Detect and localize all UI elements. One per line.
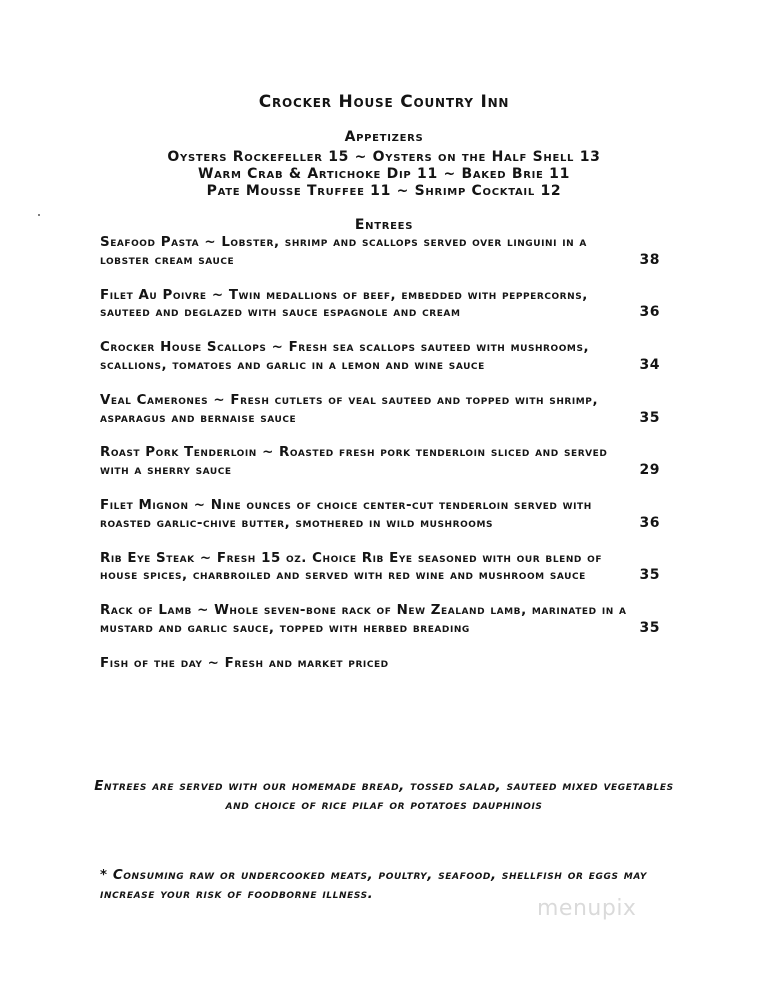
entree-description: Roast Pork Tenderloin ~ Roasted fresh pork tenderloin sliced and served with a sherry sauce <box>100 445 608 479</box>
entree-item-filet-mignon <box>100 497 660 533</box>
entree-price: 35 <box>639 409 660 426</box>
entree-description: Crocker House Scallops ~ Fresh sea scallops sauteed with mushrooms, scallions, tomatoes and garlic in a lemon and wine sauce <box>100 340 590 373</box>
entrees-heading: Entrees <box>354 217 414 233</box>
entree-description: Seafood Pasta ~ Lobster, shrimp and scallops served over linguini in a lobster cream sauce <box>100 235 587 268</box>
entree-item-rib-eye <box>100 550 660 586</box>
entree-price: 38 <box>639 251 660 268</box>
entree-list <box>100 234 660 690</box>
served-note-text: Entrees are served with our homemade bread, tossed salad, sauteed mixed vegetables and choice of rice pilaf or potatoes dauphinois <box>94 779 674 813</box>
entree-description: Rib Eye Steak ~ Fresh 15 oz. Choice Rib Eye seasoned with our blend of house spices, charbroiled and served with red wine and mushroom sauce <box>100 550 603 584</box>
entree-item-seafood-pasta <box>100 234 660 270</box>
entree-description: Rack of Lamb ~ Whole seven-bone rack of New Zealand lamb, marinated in a mustard and garlic sauce, topped with herbed breading <box>100 603 627 636</box>
scan-speck <box>38 214 40 216</box>
entrees-served-note <box>0 778 768 815</box>
entree-price: 34 <box>639 356 660 373</box>
appetizer-line: Pate Mousse Truffee 11 ~ Shrimp Cocktail 12 <box>206 183 562 199</box>
entree-description: Veal Camerones ~ Fresh cutlets of veal sauteed and topped with shrimp, asparagus and bernaise sauce <box>100 392 599 426</box>
entree-price: 35 <box>639 619 660 636</box>
entree-item-scallops <box>100 339 660 375</box>
entree-price: 36 <box>639 304 660 321</box>
entree-item-filet-au-poivre <box>100 287 660 323</box>
entree-price: 29 <box>639 462 660 479</box>
entree-price: 35 <box>639 567 660 584</box>
entree-description: Filet Mignon ~ Nine ounces of choice center-cut tenderloin served with roasted garlic-chive butter, smothered in wild mushrooms <box>100 497 592 531</box>
appetizer-line: Oysters Rockefeller 15 ~ Oysters on the Half Shell 13 <box>167 149 601 165</box>
restaurant-title: Crocker House Country Inn <box>258 92 510 112</box>
entree-item-pork-tenderloin <box>100 444 660 480</box>
entree-price: 36 <box>639 514 660 531</box>
appetizers-heading: Appetizers <box>344 129 424 145</box>
entree-item-veal-camerones <box>100 392 660 428</box>
consumer-warning: * Consuming raw or undercooked meats, poultry, seafood, shellfish or eggs may increase your risk of foodborne illness. <box>100 868 648 902</box>
entree-item-rack-of-lamb <box>100 602 660 638</box>
entree-item-fish-of-the-day <box>100 655 660 673</box>
entree-description: Filet Au Poivre ~ Twin medallions of beef, embedded with peppercorns, sauteed and deglazed with sauce espagnole and cream <box>100 287 588 321</box>
appetizer-line: Warm Crab & Artichoke Dip 11 ~ Baked Brie 11 <box>197 166 571 182</box>
entree-description: Fish of the day ~ Fresh and market priced <box>100 655 389 671</box>
watermark-logo: menupix <box>537 896 637 921</box>
